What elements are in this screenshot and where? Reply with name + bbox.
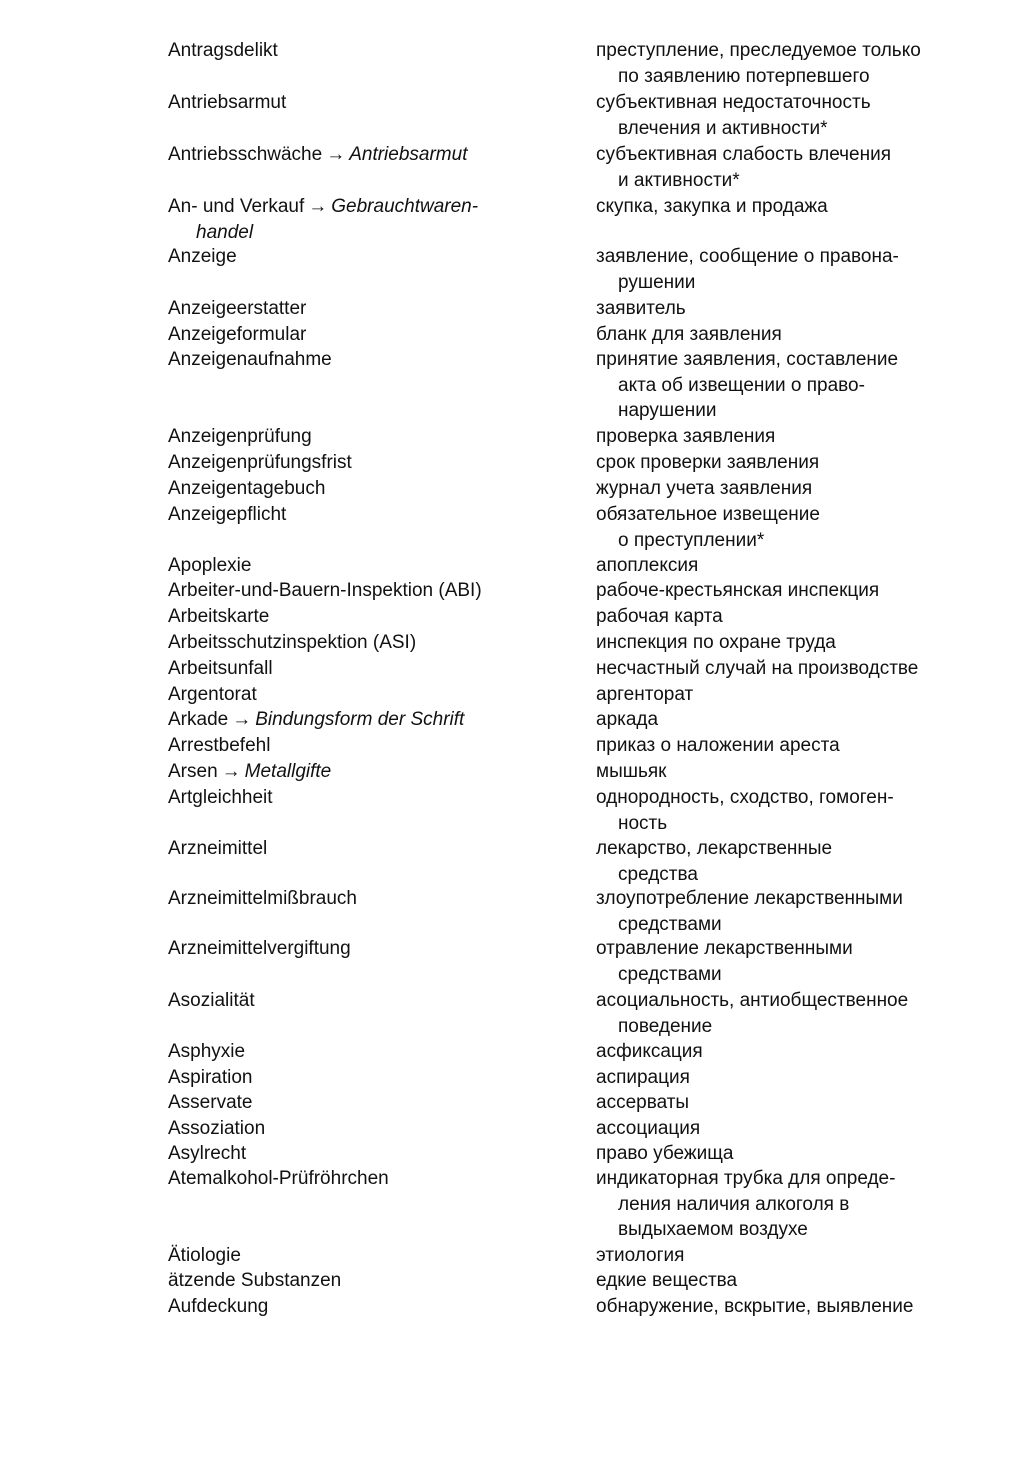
entry-term: [168, 347, 548, 373]
entry-term: [168, 578, 548, 604]
entry-term: [168, 886, 548, 912]
entry-translation: [596, 682, 1006, 708]
translation-line: приказ о наложении ареста: [596, 735, 840, 756]
entry-term: [168, 936, 548, 962]
term-word: Aspiration: [168, 1067, 253, 1088]
term-word: Anzeigenprüfung: [168, 426, 312, 447]
entry-translation: [596, 142, 1006, 193]
term-word: Anzeigenprüfungsfrist: [168, 452, 352, 473]
entry-term: [168, 1141, 548, 1167]
entry-translation: [596, 1090, 1006, 1116]
entry-translation: [596, 194, 1006, 220]
translation-line: аркада: [596, 709, 659, 730]
translation-line: индикаторная трубка для опреде-: [596, 1168, 896, 1189]
term-word: Artgleichheit: [168, 787, 273, 808]
translation-line: обязательное извещение: [596, 504, 820, 525]
term-word: Asylrecht: [168, 1143, 247, 1164]
translation-line: средствами: [618, 963, 722, 985]
translation-line: заявитель: [596, 298, 686, 319]
translation-line: о преступлении*: [618, 529, 765, 551]
translation-line: субъективная недостаточность: [596, 92, 871, 113]
entry-term: [168, 1039, 548, 1065]
entry-term: [168, 38, 548, 64]
translation-line: апоплексия: [596, 555, 699, 576]
entry-translation: [596, 630, 1006, 656]
entry-translation: [596, 450, 1006, 476]
term-word: Arbeitskarte: [168, 606, 270, 627]
entry-term: [168, 322, 548, 348]
translation-line: злоупотребление лекарственными: [596, 888, 903, 909]
entry-translation: [596, 1116, 1006, 1142]
translation-line: рушении: [618, 271, 696, 293]
translation-line: несчастный случай на производстве: [596, 658, 919, 679]
entry-term: [168, 759, 548, 785]
entry-term: [168, 1090, 548, 1116]
entry-translation: [596, 759, 1006, 785]
entry-translation: [596, 1065, 1006, 1091]
term-word: Ätiologie: [168, 1245, 241, 1266]
translation-line: срок проверки заявления: [596, 452, 820, 473]
translation-line: ность: [618, 812, 668, 834]
term-word: Arsen: [168, 761, 218, 782]
entry-term: [168, 244, 548, 270]
translation-line: инспекция по охране труда: [596, 632, 836, 653]
term-word: Anzeigenaufnahme: [168, 349, 332, 370]
translation-line: субъективная слабость влечения: [596, 144, 891, 165]
term-word: Arbeitsunfall: [168, 658, 273, 679]
entry-term: [168, 733, 548, 759]
entry-translation: [596, 707, 1006, 733]
translation-line: средства: [618, 863, 698, 885]
entry-term: [168, 682, 548, 708]
cross-reference: Metallgifte: [244, 761, 332, 782]
entry-translation: [596, 886, 1006, 937]
translation-line: однородность, сходство, гомоген-: [596, 787, 894, 808]
translation-line: мышьяк: [596, 761, 667, 782]
entry-translation: [596, 785, 1006, 836]
entry-term: [168, 785, 548, 811]
entry-term: [168, 424, 548, 450]
entry-translation: [596, 836, 1006, 887]
entry-translation: [596, 1166, 1006, 1243]
translation-line: скупка, закупка и продажа: [596, 196, 828, 217]
entry-term: [168, 707, 548, 733]
term-word: Arbeiter-und-Bauern-Inspektion (ABI): [168, 580, 482, 601]
entry-translation: [596, 1268, 1006, 1294]
entry-translation: [596, 988, 1006, 1039]
cross-reference-arrow-icon: →: [221, 761, 241, 782]
translation-line: право убежища: [596, 1143, 734, 1164]
term-word: Arrestbefehl: [168, 735, 271, 756]
entry-translation: [596, 1141, 1006, 1167]
term-word: Antriebsarmut: [168, 92, 287, 113]
entry-term: [168, 1294, 548, 1320]
entry-term: [168, 296, 548, 322]
entry-term: [168, 836, 548, 862]
cross-reference: Bindungsform der Schrift: [255, 709, 465, 730]
entry-translation: [596, 476, 1006, 502]
translation-line: этиология: [596, 1245, 685, 1266]
translation-line: принятие заявления, составление: [596, 349, 899, 370]
entry-translation: [596, 296, 1006, 322]
entry-term: [168, 450, 548, 476]
translation-line: аспирация: [596, 1067, 690, 1088]
term-word: An- und Verkauf: [168, 196, 305, 217]
translation-line: отравление лекарственными: [596, 938, 853, 959]
entry-term: [168, 553, 548, 579]
cross-reference-arrow-icon: →: [308, 196, 328, 217]
entry-term: [168, 656, 548, 682]
term-word: Atemalkohol-Prüfröhrchen: [168, 1168, 389, 1189]
term-word: Apoplexie: [168, 555, 252, 576]
translation-line: ассерваты: [596, 1092, 690, 1113]
entry-term: [168, 1268, 548, 1294]
term-word: Anzeigeformular: [168, 324, 307, 345]
entry-translation: [596, 1294, 1006, 1320]
cross-reference: Antriebsarmut: [349, 144, 468, 165]
entry-term: [168, 1065, 548, 1091]
entry-translation: [596, 38, 1006, 89]
entry-term: [168, 194, 548, 245]
entry-translation: [596, 424, 1006, 450]
entry-term: [168, 1116, 548, 1142]
translation-line: преступление, преследуемое только: [596, 40, 921, 61]
cross-reference-arrow-icon: →: [326, 144, 346, 165]
entry-term: [168, 502, 548, 528]
translation-line: асфиксация: [596, 1041, 703, 1062]
term-word: Anzeige: [168, 246, 237, 267]
translation-line: выдыхаемом воздухе: [618, 1219, 808, 1240]
translation-line: поведение: [618, 1015, 713, 1037]
entry-translation: [596, 578, 1006, 604]
entry-translation: [596, 936, 1006, 987]
entry-translation: [596, 502, 1006, 553]
term-word: Asozialität: [168, 990, 255, 1011]
term-word: Assoziation: [168, 1118, 266, 1139]
entry-translation: [596, 90, 1006, 141]
translation-line: и активности*: [618, 169, 740, 191]
translation-line: асоциальность, антиобщественное: [596, 990, 909, 1011]
translation-line: обнаружение, вскрытие, выявление: [596, 1296, 914, 1317]
term-word: ätzende Substanzen: [168, 1270, 342, 1291]
term-word: Arzneimittel: [168, 838, 268, 859]
entry-translation: [596, 553, 1006, 579]
translation-line: заявление, сообщение о правона-: [596, 246, 899, 267]
entry-translation: [596, 604, 1006, 630]
entry-translation: [596, 322, 1006, 348]
entry-term: [168, 142, 548, 168]
entry-term: [168, 1166, 548, 1192]
term-word: Arzneimittelmißbrauch: [168, 888, 357, 909]
translation-line: лекарство, лекарственные: [596, 838, 833, 859]
entry-translation: [596, 1039, 1006, 1065]
entry-translation: [596, 244, 1006, 295]
term-word: Antragsdelikt: [168, 40, 278, 61]
translation-line: бланк для заявления: [596, 324, 782, 345]
entry-term: [168, 604, 548, 630]
translation-line: журнал учета заявления: [596, 478, 813, 499]
term-word: Asservate: [168, 1092, 253, 1113]
translation-line: по заявлению потерпевшего: [618, 65, 870, 87]
translation-line: ления наличия алкоголя в: [618, 1193, 850, 1215]
entry-term: [168, 1243, 548, 1269]
translation-line: проверка заявления: [596, 426, 776, 447]
entry-translation: [596, 347, 1006, 424]
translation-line: нарушении: [618, 400, 717, 421]
entry-term: [168, 630, 548, 656]
entry-translation: [596, 656, 1006, 682]
entry-term: [168, 988, 548, 1014]
translation-line: едкие вещества: [596, 1270, 738, 1291]
term-word: Anzeigeerstatter: [168, 298, 307, 319]
cross-reference-continuation: handel: [196, 221, 254, 243]
entry-term: [168, 90, 548, 116]
entry-translation: [596, 733, 1006, 759]
term-word: Arkade: [168, 709, 229, 730]
term-word: Anzeigentagebuch: [168, 478, 326, 499]
term-word: Asphyxie: [168, 1041, 246, 1062]
translation-line: рабочая карта: [596, 606, 723, 627]
term-word: Argentorat: [168, 684, 257, 705]
translation-line: ассоциация: [596, 1118, 701, 1139]
term-word: Anzeigepflicht: [168, 504, 287, 525]
cross-reference-arrow-icon: →: [232, 709, 252, 730]
term-word: Aufdeckung: [168, 1296, 269, 1317]
entry-translation: [596, 1243, 1006, 1269]
translation-line: рабоче-крестьянская инспекция: [596, 580, 880, 601]
term-word: Antriebsschwäche: [168, 144, 323, 165]
translation-line: влечения и активности*: [618, 117, 828, 139]
translation-line: аргенторат: [596, 684, 694, 705]
translation-line: акта об извещении о право-: [618, 374, 865, 396]
cross-reference: Gebrauchtwaren-: [331, 196, 479, 217]
term-word: Arzneimittelvergiftung: [168, 938, 351, 959]
term-word: Arbeitsschutzinspektion (ASI): [168, 632, 417, 653]
entry-term: [168, 476, 548, 502]
translation-line: средствами: [618, 913, 722, 935]
